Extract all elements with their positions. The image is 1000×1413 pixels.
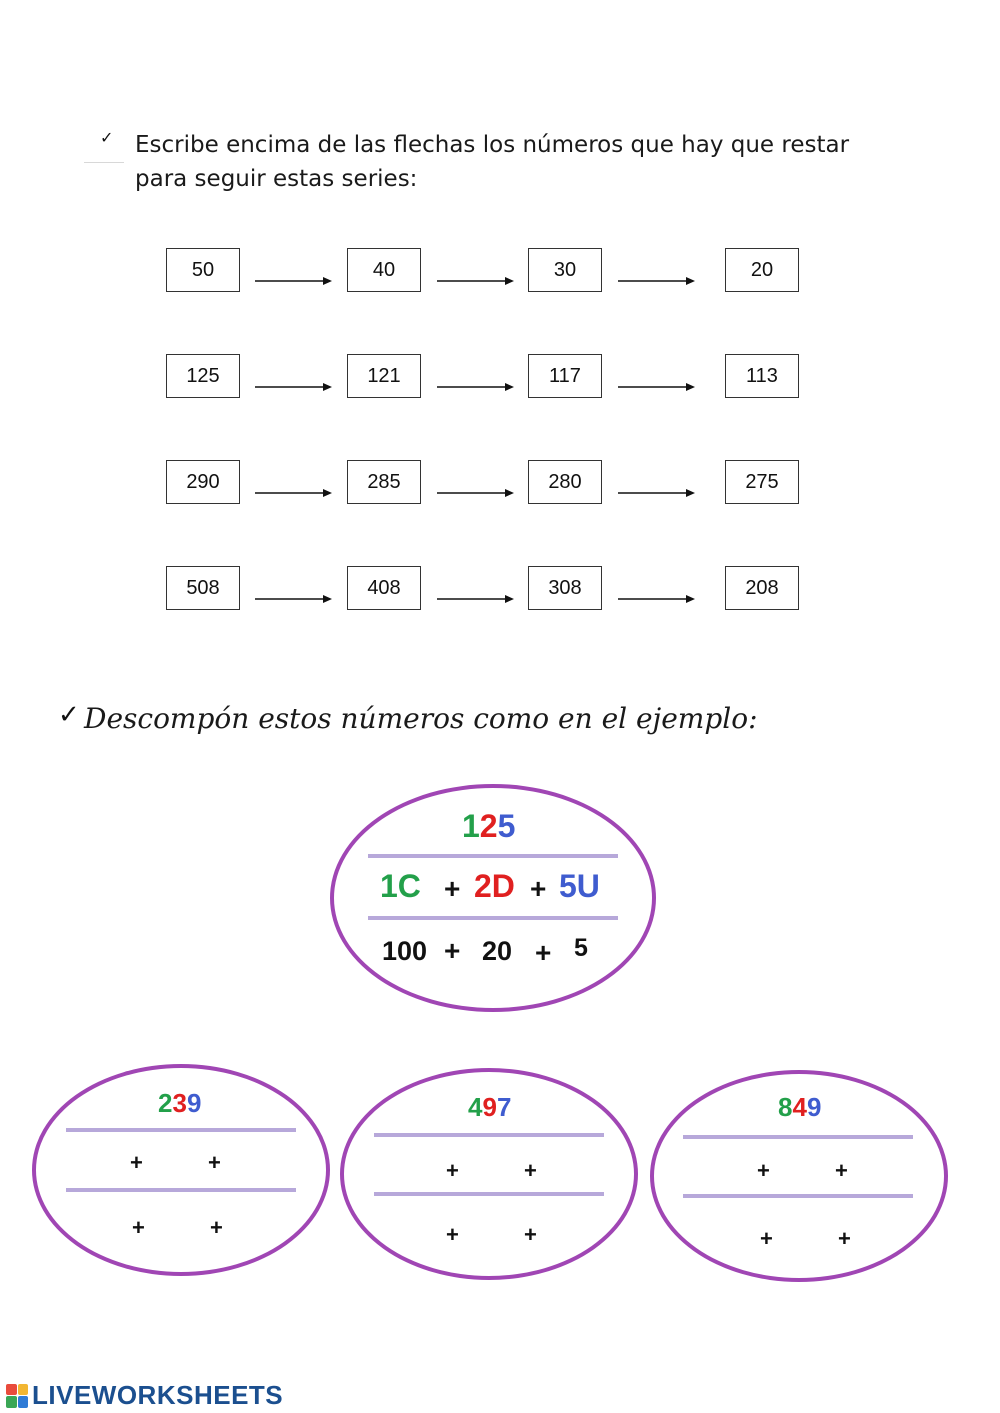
brand-name: LIVEWORKSHEETS: [32, 1380, 284, 1410]
arrow-right-icon: [255, 590, 333, 602]
check-icon: ✓: [100, 128, 114, 147]
divider-top: [374, 1133, 604, 1137]
divider: [84, 162, 124, 163]
series-number-box: 117: [528, 354, 602, 398]
footer-brand[interactable]: [6, 1380, 283, 1411]
series-number-box: 408: [347, 566, 421, 610]
series-number-box: 113: [725, 354, 799, 398]
arrow-right-icon: [255, 484, 333, 496]
plus-sign: +: [835, 1158, 848, 1183]
instruction-series: Escribe encima de las flechas los números que hay que restar para seguir estas series:: [135, 132, 850, 192]
example-divider-top: [368, 854, 618, 858]
example-tens: 2D: [474, 868, 515, 904]
divider-top: [66, 1128, 296, 1132]
example-value-tens: 20: [482, 936, 513, 966]
arrow-right-icon: [618, 590, 696, 602]
example-number: 125: [462, 808, 516, 844]
check-icon: ✓: [58, 700, 80, 730]
arrow-right-icon: [618, 272, 696, 284]
plus-sign: +: [530, 873, 547, 904]
decompose-number-2: 497: [468, 1092, 512, 1122]
arrow-right-icon: [437, 272, 515, 284]
arrow-right-icon: [437, 484, 515, 496]
series-number-box: 290: [166, 460, 240, 504]
divider-top: [683, 1135, 913, 1139]
decompose-number-3: 849: [778, 1092, 822, 1122]
example-units: 5U: [559, 868, 600, 904]
plus-sign: +: [760, 1226, 773, 1251]
series-number-box: 20: [725, 248, 799, 292]
plus-sign: +: [524, 1222, 537, 1247]
plus-sign: +: [208, 1150, 221, 1175]
arrow-right-icon: [437, 378, 515, 390]
series-number-box: 285: [347, 460, 421, 504]
divider-bottom: [683, 1194, 913, 1198]
plus-sign: +: [444, 873, 461, 904]
plus-sign: +: [444, 935, 461, 966]
series-number-box: 508: [166, 566, 240, 610]
plus-sign: +: [446, 1158, 459, 1183]
instruction-decompose: Descompón estos números como en el ejemplo:: [84, 702, 758, 735]
plus-sign: +: [446, 1222, 459, 1247]
plus-sign: +: [838, 1226, 851, 1251]
arrow-right-icon: [255, 272, 333, 284]
divider-bottom: [374, 1192, 604, 1196]
series-number-box: 280: [528, 460, 602, 504]
arrow-right-icon: [618, 484, 696, 496]
plus-sign: +: [524, 1158, 537, 1183]
plus-sign: +: [757, 1158, 770, 1183]
arrow-right-icon: [618, 378, 696, 390]
series-number-box: 308: [528, 566, 602, 610]
series-number-box: 121: [347, 354, 421, 398]
plus-sign: +: [535, 937, 552, 968]
example-value-units: 5: [574, 934, 588, 962]
example-value-hundreds: 100: [382, 936, 428, 966]
plus-sign: +: [132, 1215, 145, 1240]
series-number-box: 30: [528, 248, 602, 292]
liveworksheets-logo-icon: [6, 1384, 28, 1408]
series-number-box: 208: [725, 566, 799, 610]
series-number-box: 275: [725, 460, 799, 504]
plus-sign: +: [210, 1215, 223, 1240]
divider-bottom: [66, 1188, 296, 1192]
series-number-box: 125: [166, 354, 240, 398]
plus-sign: +: [130, 1150, 143, 1175]
series-number-box: 40: [347, 248, 421, 292]
arrow-right-icon: [255, 378, 333, 390]
example-divider-bottom: [368, 916, 618, 920]
example-hundreds: 1C: [380, 868, 421, 904]
decompose-number-1: 239: [158, 1088, 202, 1118]
arrow-right-icon: [437, 590, 515, 602]
series-number-box: 50: [166, 248, 240, 292]
